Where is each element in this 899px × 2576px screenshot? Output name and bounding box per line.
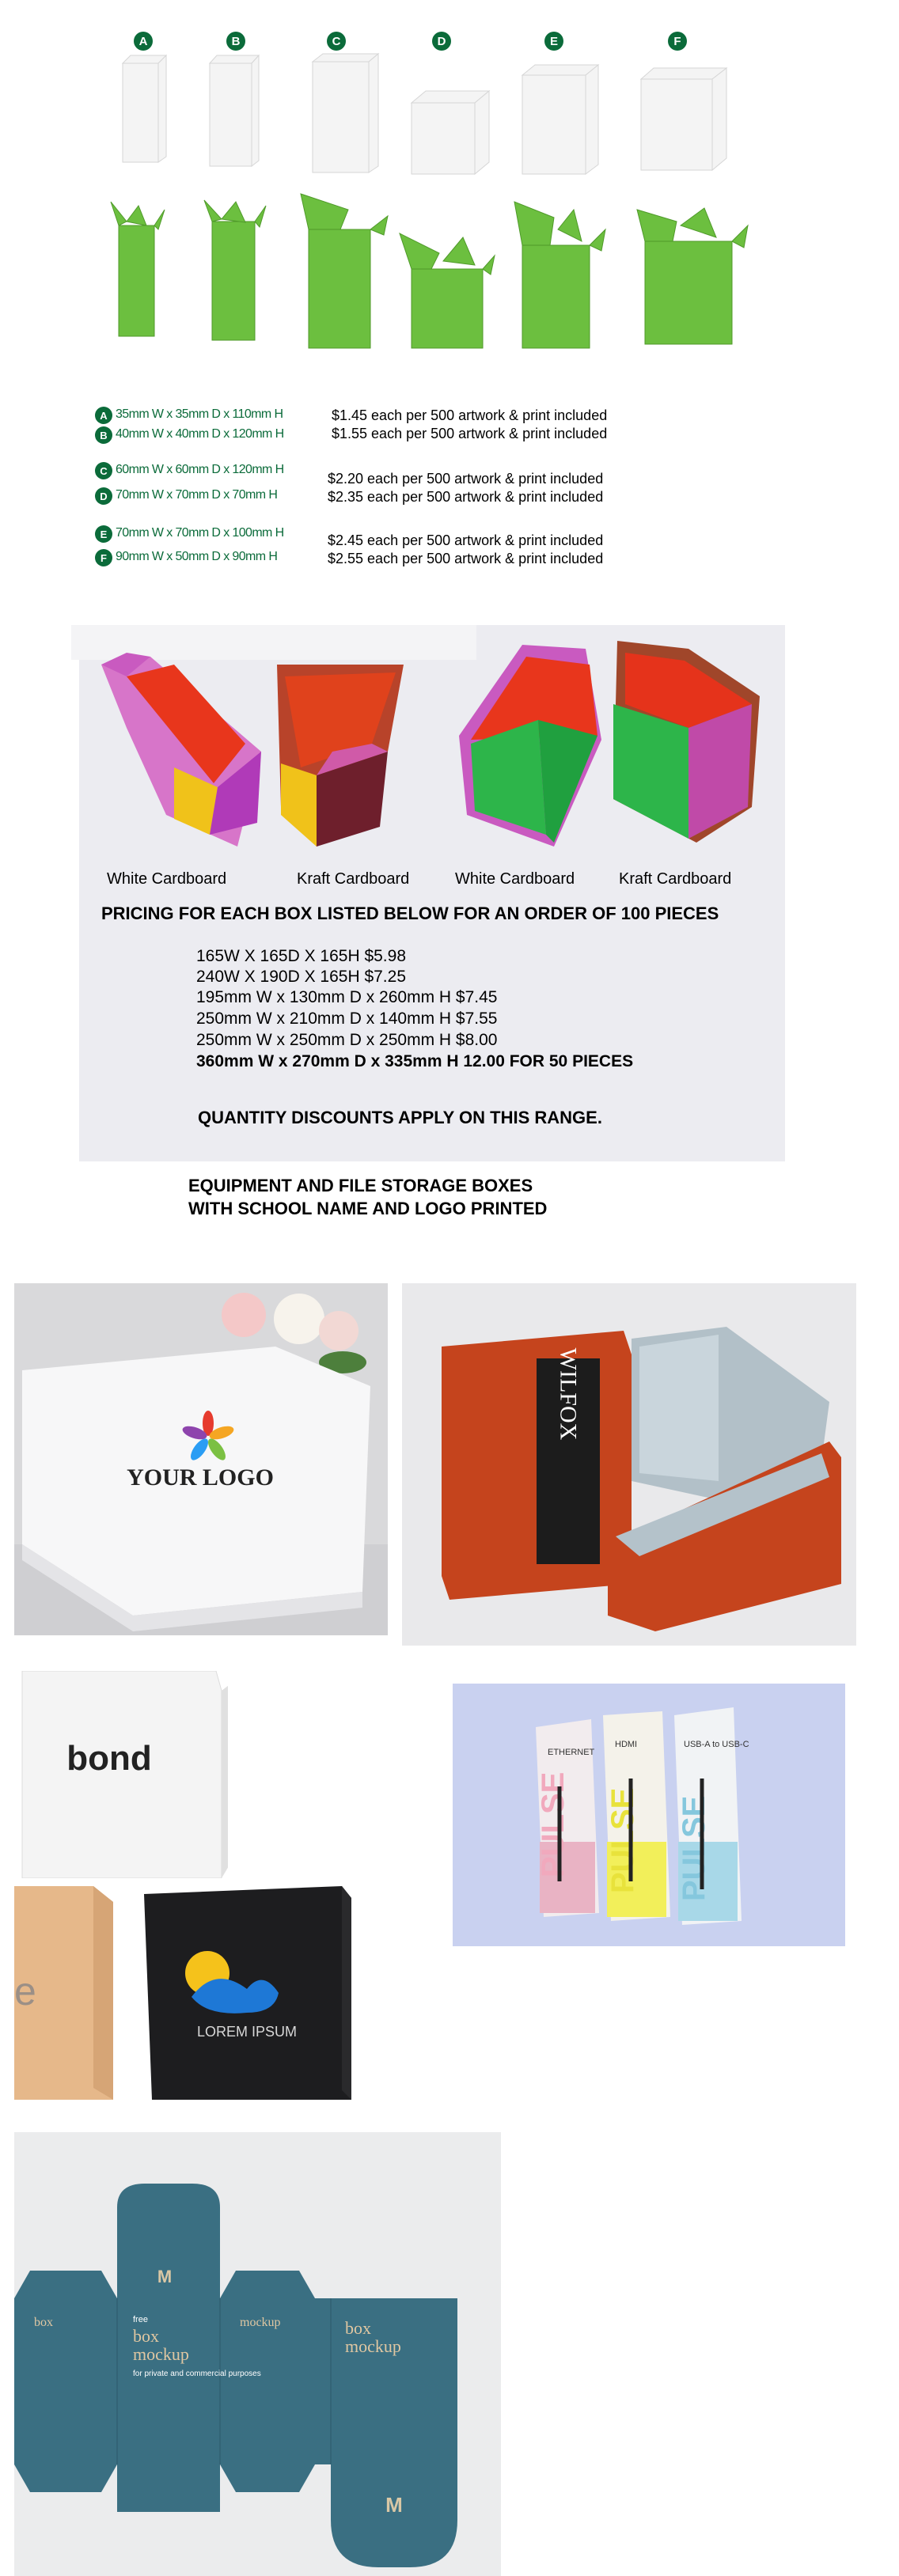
option-letter-badge: D	[95, 487, 112, 505]
box-letter-badge: E	[544, 32, 563, 51]
box-letter-badge: B	[226, 32, 245, 51]
white-box-b	[210, 55, 259, 166]
mockup-free-1: free	[133, 2315, 148, 2324]
mockup-title-a-2: box	[345, 2318, 371, 2338]
green-box-a	[111, 202, 165, 336]
option-dimensions: 60mm W x 60mm D x 120mm H	[116, 463, 284, 476]
discount-note: QUANTITY DISCOUNTS APPLY ON THIS RANGE.	[198, 1108, 602, 1127]
white-box-row	[0, 47, 899, 198]
green-box-e	[514, 202, 605, 348]
option-price: $2.45 each per 500 artwork & print included	[328, 532, 604, 548]
green-box-f	[637, 208, 748, 344]
green-box-c	[301, 194, 388, 348]
option-letter-badge: A	[95, 407, 112, 424]
option-letter-badge: B	[95, 426, 112, 444]
mockup-title-a: box	[133, 2326, 159, 2346]
box-letter-badge: A	[134, 32, 153, 51]
box-letter-badge: C	[327, 32, 346, 51]
pricing-heading: PRICING FOR EACH BOX LISTED BELOW FOR AN ORDER OF 100 PIECES	[101, 903, 719, 923]
mockup-logo-icon: M	[157, 2267, 173, 2286]
box-letter-badge: D	[432, 32, 451, 51]
storage-box-kraft-2	[613, 641, 760, 843]
option-letter-badge: F	[95, 549, 112, 566]
green-box-d	[400, 233, 495, 348]
white-box-e	[522, 65, 598, 174]
kraft-box-photo	[14, 1886, 117, 2100]
option-price: $2.55 each per 500 artwork & print included	[328, 551, 604, 566]
white-box-a	[123, 55, 166, 162]
bond-logo-text: bond	[66, 1739, 152, 1778]
option-letter-badge: C	[95, 462, 112, 479]
svg-text:PULSE: PULSE	[536, 1771, 571, 1877]
mockup-title-a-3: box	[34, 2316, 53, 2329]
mockup-sub-1: for private and commercial purposes	[133, 2370, 261, 2378]
pulse-box-pink	[536, 1719, 599, 1917]
white-box-f	[641, 68, 726, 170]
svg-text:PULSE: PULSE	[677, 1795, 711, 1901]
size-line: 165W X 165D X 165H $5.98	[196, 947, 407, 965]
storage-box-white-1	[101, 653, 261, 847]
pulse-cable-boxes-photo	[453, 1684, 845, 1946]
size-line: 240W X 190D X 165H $7.25	[196, 968, 407, 986]
mockup-title-b-2: mockup	[345, 2336, 401, 2356]
green-box-row	[0, 186, 899, 356]
size-line: 250mm W x 210mm D x 140mm H $7.55	[196, 1010, 498, 1028]
option-price: $2.35 each per 500 artwork & print included	[328, 489, 604, 505]
green-box-b	[204, 200, 266, 340]
kraft-box-logo-icon: e	[14, 1969, 36, 2013]
material-label: Kraft Cardboard	[619, 870, 732, 888]
wildfox-mailer-photo	[402, 1283, 856, 1646]
material-label: Kraft Cardboard	[297, 870, 410, 888]
pulse-label-3: USB-A to USB-C	[684, 1740, 749, 1749]
option-dimensions: 40mm W x 40mm D x 120mm H	[116, 427, 284, 441]
your-logo-text: YOUR LOGO	[127, 1464, 274, 1491]
option-price: $2.20 each per 500 artwork & print included	[328, 471, 604, 487]
white-box-c	[313, 54, 378, 172]
storage-box-images	[79, 633, 785, 862]
svg-text:PULSE: PULSE	[605, 1787, 640, 1893]
pulse-box-yellow	[603, 1711, 670, 1921]
mockup-title-b: mockup	[133, 2344, 189, 2364]
material-label: White Cardboard	[455, 870, 575, 888]
option-dimensions: 35mm W x 35mm D x 110mm H	[116, 407, 283, 421]
storage-box-kraft-1	[277, 665, 404, 847]
material-label: White Cardboard	[107, 870, 227, 888]
size-line: 195mm W x 130mm D x 260mm H $7.45	[196, 988, 498, 1006]
size-line-bold: 360mm W x 270mm D x 335mm H 12.00 FOR 50 PIECES	[196, 1052, 634, 1070]
white-box-d	[412, 91, 489, 174]
your-logo-box-photo	[14, 1283, 388, 1635]
equipment-line-2: WITH SCHOOL NAME AND LOGO PRINTED	[188, 1199, 548, 1218]
bond-box-photo	[14, 1671, 228, 1878]
option-dimensions: 90mm W x 50mm D x 90mm H	[116, 550, 278, 563]
box-mockup-dieline	[14, 2132, 501, 2576]
pulse-label-2: HDMI	[615, 1740, 638, 1749]
option-dimensions: 70mm W x 70mm D x 70mm H	[116, 488, 278, 502]
option-dimensions: 70mm W x 70mm D x 100mm H	[116, 526, 284, 540]
lorem-black-box-photo	[144, 1886, 354, 2104]
option-price: $1.55 each per 500 artwork & print included	[332, 426, 608, 441]
option-letter-badge: E	[95, 525, 112, 543]
size-line: 250mm W x 250mm D x 250mm H $8.00	[196, 1031, 498, 1049]
mockup-title-b-3: mockup	[240, 2316, 281, 2329]
option-price: $1.45 each per 500 artwork & print included	[332, 407, 608, 423]
wildfox-text-left: WILFOX	[555, 1347, 582, 1441]
storage-box-white-2	[459, 645, 601, 847]
pulse-label-1: ETHERNET	[548, 1748, 595, 1757]
equipment-line-1: EQUIPMENT AND FILE STORAGE BOXES	[188, 1176, 533, 1195]
mockup-logo-icon-2: M	[385, 2493, 403, 2517]
lorem-text: LOREM IPSUM	[196, 2024, 298, 2040]
box-letter-badge: F	[668, 32, 687, 51]
